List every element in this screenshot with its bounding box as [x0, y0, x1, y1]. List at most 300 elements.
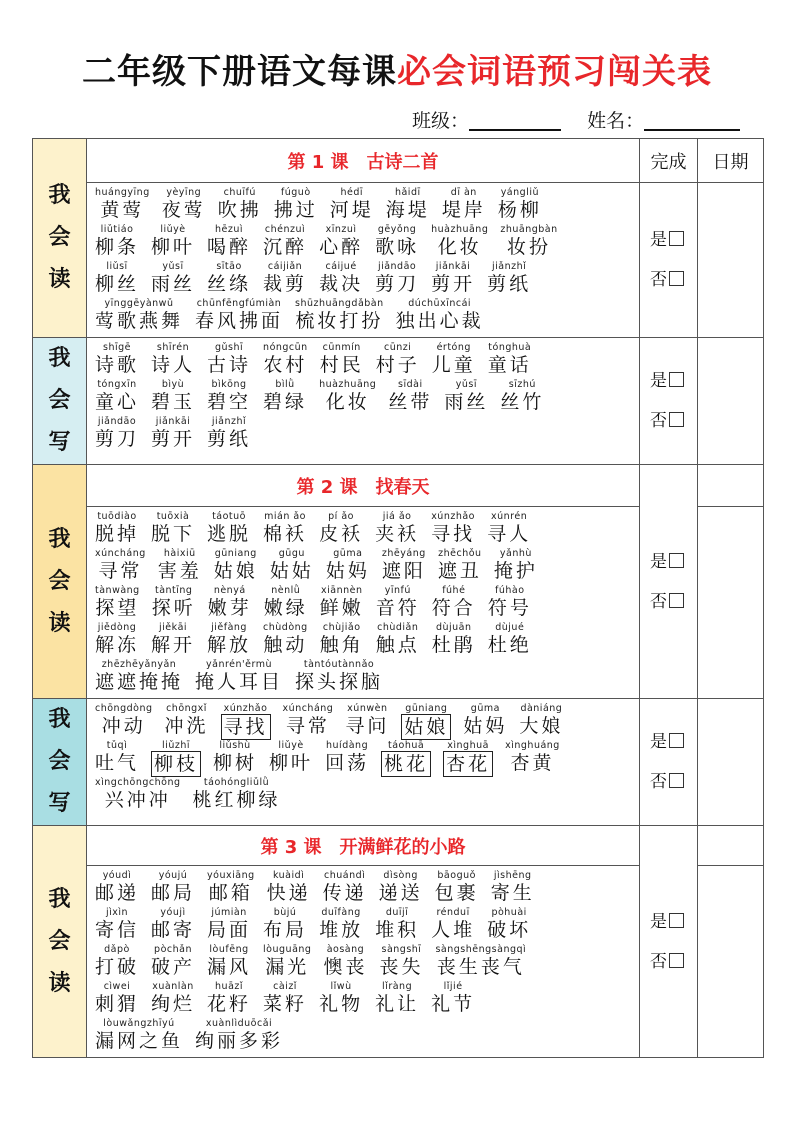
pinyin: jiǎndāo: [97, 416, 137, 427]
pinyin: hēzuì: [215, 224, 244, 235]
vocab-word: [463, 703, 507, 738]
vocab-word: [95, 740, 139, 775]
words-section-1: [87, 338, 640, 465]
hanzi: 菜籽: [263, 993, 308, 1015]
check-0[interactable]: 是 否: [640, 183, 698, 338]
vocab-word: [330, 187, 374, 222]
word-row: [95, 907, 635, 944]
vocab-word: [487, 511, 531, 546]
pinyin: zhēzhēyǎnyǎn: [101, 659, 177, 670]
vocab-word: [207, 416, 251, 451]
pinyin: liǔtiáo: [100, 224, 134, 235]
vocab-word: [95, 548, 146, 583]
pinyin: shūzhuāngdǎbàn: [295, 298, 384, 309]
pinyin: pòhuài: [491, 907, 527, 918]
check-1[interactable]: 是 否: [640, 338, 698, 465]
hanzi: 古诗: [207, 354, 252, 376]
pinyin: tuōdiào: [97, 511, 137, 522]
hanzi: 解开: [151, 634, 196, 656]
vocab-word: [500, 379, 544, 414]
pinyin: shīrén: [156, 342, 190, 353]
word-row: [95, 622, 635, 659]
vocab-word: [319, 981, 363, 1016]
vocab-word: [193, 777, 281, 812]
vocab-word: [95, 379, 139, 414]
vocab-word: [435, 870, 479, 905]
vocab-word: [319, 261, 363, 296]
vocab-word: [487, 907, 531, 942]
pinyin: huàzhuāng: [319, 379, 377, 390]
pinyin: lòuguāng: [263, 944, 312, 955]
hanzi: 探望: [95, 597, 140, 619]
hanzi: 探头探脑: [295, 671, 384, 693]
vocab-word: [95, 187, 150, 222]
vocab-word: [263, 224, 307, 259]
side-write-1: 我 会 写: [33, 338, 87, 465]
date-cell-1[interactable]: [698, 338, 764, 465]
vocab-word: [207, 261, 251, 296]
vocab-word: [207, 981, 251, 1016]
vocab-word: [375, 511, 419, 546]
hanzi: 裁决: [319, 273, 364, 295]
hanzi: 化妆: [437, 236, 482, 258]
vocab-word: [221, 703, 271, 740]
hanzi: 堤岸: [441, 199, 486, 221]
hanzi: 黄莺: [100, 199, 145, 221]
pinyin: yóudì: [102, 870, 132, 881]
vocab-word: [151, 944, 195, 979]
side-read-2: 我 会 读: [33, 465, 87, 699]
hanzi: 寻常: [285, 715, 330, 737]
hanzi: 剪刀: [95, 428, 140, 450]
vocab-word: [95, 981, 139, 1016]
vocab-word: [207, 622, 251, 657]
date-cell-2a[interactable]: [698, 465, 764, 507]
pinyin: yóuxiāng: [207, 870, 255, 881]
pinyin: júmiàn: [211, 907, 247, 918]
pinyin: nènyá: [213, 585, 246, 596]
hanzi: 农村: [263, 354, 308, 376]
pinyin: yángliǔ: [500, 187, 539, 198]
hanzi: 兴冲冲: [104, 789, 171, 811]
header-date: 日期: [698, 139, 764, 183]
hanzi: 丝绦: [207, 273, 252, 295]
hanzi: 吐气: [95, 752, 140, 774]
vocab-word: [151, 981, 195, 1016]
pinyin: jiá ǎo: [382, 511, 412, 522]
pinyin: hàixiū: [163, 548, 196, 559]
pinyin: jiědòng: [97, 622, 137, 633]
hanzi: 花籽: [207, 993, 252, 1015]
hanzi: 寄生: [490, 882, 535, 904]
vocab-word: [435, 944, 526, 979]
vocab-word: [95, 416, 139, 451]
hanzi: 脱掉: [95, 523, 140, 545]
pinyin: chōngdòng: [95, 703, 153, 714]
hanzi: 递送: [378, 882, 423, 904]
pinyin: xìngchōngchōng: [95, 777, 181, 788]
vocab-word: [443, 740, 493, 777]
date-cell-4a[interactable]: [698, 826, 764, 866]
vocab-word: [498, 187, 542, 222]
pinyin: shīgē: [103, 342, 131, 353]
pinyin: lǐjié: [443, 981, 463, 992]
vocab-word: [491, 870, 535, 905]
pinyin: cūnmín: [322, 342, 361, 353]
pinyin: chuīfú: [223, 187, 256, 198]
hanzi: 掩人耳目: [195, 671, 284, 693]
pinyin: chùdòng: [263, 622, 308, 633]
vocab-word: [326, 548, 370, 583]
hanzi: 夜莺: [161, 199, 206, 221]
vocab-word: [213, 740, 257, 775]
vocab-word: [214, 548, 258, 583]
vocab-word: [151, 870, 195, 905]
vocab-word: [95, 622, 139, 657]
hanzi: 剪纸: [207, 428, 252, 450]
vocab-word: [165, 703, 209, 738]
pinyin: jiǎndāo: [377, 261, 417, 272]
date-cell-4[interactable]: [698, 866, 764, 1058]
pinyin: gēyǒng: [377, 224, 417, 235]
hanzi: 姑妈: [325, 560, 370, 582]
vocab-word: [95, 224, 139, 259]
pinyin: dùjué: [495, 622, 525, 633]
pinyin: chuándì: [324, 870, 366, 881]
vocab-word: [505, 740, 560, 775]
hanzi: 姑妈: [463, 715, 508, 737]
pinyin: tàntóutànnǎo: [303, 659, 375, 670]
vocab-word: [431, 907, 475, 942]
hanzi: 妆扮: [506, 236, 551, 258]
date-cell-3[interactable]: [698, 699, 764, 826]
pinyin: xúnzhǎo: [223, 703, 268, 714]
pinyin: gūma: [470, 703, 500, 714]
vocab-word: [263, 907, 307, 942]
pinyin: nènlǜ: [271, 585, 301, 596]
hanzi: 寻找: [431, 523, 476, 545]
words-section-4: [87, 866, 640, 1058]
hanzi: 绚丽多彩: [195, 1030, 284, 1052]
vocab-word: [431, 981, 475, 1016]
pinyin: tuōxià: [156, 511, 190, 522]
pinyin: huàzhuāng: [431, 224, 489, 235]
vocab-word: [432, 342, 476, 377]
hanzi: 独出心裁: [395, 310, 484, 332]
pinyin: tàntīng: [154, 585, 193, 596]
vocab-word: [151, 224, 195, 259]
pinyin: liǔyè: [278, 740, 304, 751]
pinyin: jiǎnkāi: [435, 261, 471, 272]
vocab-word: [319, 511, 363, 546]
vocab-word: [431, 224, 488, 259]
vocab-word: [379, 944, 423, 979]
hanzi: 邮箱: [208, 882, 253, 904]
vocab-word: [207, 944, 251, 979]
vocab-word: [274, 187, 318, 222]
check-4[interactable]: 是 否: [640, 826, 698, 1058]
vocab-word: [95, 907, 139, 942]
vocab-word: [323, 870, 367, 905]
pinyin: tǔqì: [106, 740, 128, 751]
pinyin: zhēchǒu: [438, 548, 482, 559]
pinyin: chénzuì: [264, 224, 306, 235]
vocab-word: [151, 622, 195, 657]
hanzi: 局面: [207, 919, 252, 941]
hanzi: 刺猬: [95, 993, 140, 1015]
pinyin: xuànlìduōcǎi: [205, 1018, 273, 1029]
vocab-word: [263, 379, 307, 414]
words-section-2: [87, 507, 640, 699]
pinyin: tónghuà: [488, 342, 532, 353]
pinyin: zhuāngbàn: [500, 224, 558, 235]
hanzi: 剪纸: [487, 273, 532, 295]
vocab-word: [95, 870, 139, 905]
pinyin: táohuā: [387, 740, 425, 751]
hanzi: 解冻: [95, 634, 140, 656]
pinyin: huāzǐ: [215, 981, 244, 992]
pinyin: tànwàng: [95, 585, 140, 596]
word-row: [95, 981, 635, 1018]
hanzi: 符合: [431, 597, 476, 619]
date-cell-2[interactable]: [698, 507, 764, 699]
hanzi: 皮袄: [319, 523, 364, 545]
hanzi: 心醉: [319, 236, 364, 258]
lesson-3-title: 第 3 课 开满鲜花的小路: [87, 826, 640, 866]
hanzi: 邮局: [151, 882, 196, 904]
vocab-word: [494, 548, 538, 583]
hanzi: 桃红柳绿: [192, 789, 281, 811]
pinyin: sīzhú: [508, 379, 536, 390]
pinyin: liǔshù: [219, 740, 251, 751]
hanzi: 姑娘: [213, 560, 258, 582]
word-row: [95, 703, 635, 740]
hanzi: 剪刀: [375, 273, 420, 295]
hanzi: 寻人: [487, 523, 532, 545]
vocab-word: [95, 511, 139, 546]
hanzi: 邮寄: [151, 919, 196, 941]
hanzi: 柳叶: [151, 236, 196, 258]
vocab-word: [386, 187, 430, 222]
vocab-word: [295, 298, 384, 333]
pinyin: xúnwèn: [347, 703, 388, 714]
lesson-2-title: 第 2 课 找春天: [87, 465, 640, 507]
words-section-0: [87, 183, 640, 338]
title-part2: 必会词语预习闯关表: [397, 52, 712, 92]
vocab-word: [438, 548, 482, 583]
pinyin: sītāo: [216, 261, 242, 272]
words-section-3: [87, 699, 640, 826]
hanzi: 沉醉: [263, 236, 308, 258]
hanzi: 柳树: [213, 752, 258, 774]
hanzi: 姑娘: [401, 714, 451, 740]
hanzi: 破产: [151, 956, 196, 978]
pinyin: xúncháng: [95, 548, 146, 559]
hanzi: 喝醉: [207, 236, 252, 258]
pinyin: lǐwù: [330, 981, 352, 992]
pinyin: xúnrén: [491, 511, 528, 522]
hanzi: 杨柳: [497, 199, 542, 221]
hanzi: 绚烂: [151, 993, 196, 1015]
vocab-word: [95, 261, 139, 296]
vocab-word: [264, 585, 308, 620]
hanzi: 人堆: [431, 919, 476, 941]
class-label: 班级：: [412, 110, 470, 132]
vocab-word: [375, 261, 419, 296]
hanzi: 丧生丧气: [436, 956, 525, 978]
vocab-table: [32, 138, 764, 1058]
vocab-word: [375, 981, 419, 1016]
hanzi: 礼节: [431, 993, 476, 1015]
check-3[interactable]: 是 否: [640, 699, 698, 826]
pinyin: yǔsī: [162, 261, 184, 272]
student-fields: [412, 106, 740, 133]
vocab-word: [95, 777, 181, 812]
hanzi: 漏风: [207, 956, 252, 978]
name-blank[interactable]: [644, 111, 740, 131]
lesson-1-title: 第 1 课 古诗二首: [87, 139, 640, 183]
vocab-word: [345, 703, 389, 738]
vocab-word: [152, 585, 196, 620]
vocab-word: [488, 585, 532, 620]
hanzi: 冲洗: [164, 715, 209, 737]
pinyin: chūnfēngfúmiàn: [196, 298, 282, 309]
vocab-word: [218, 187, 262, 222]
vocab-word: [376, 622, 420, 657]
pinyin: cáijué: [325, 261, 357, 272]
vocab-word: [207, 511, 251, 546]
pinyin: táotuō: [212, 511, 246, 522]
class-blank[interactable]: [469, 111, 561, 131]
hanzi: 逃脱: [207, 523, 252, 545]
hanzi: 柳丝: [95, 273, 140, 295]
pinyin: àosàng: [326, 944, 365, 955]
vocab-word: [382, 548, 426, 583]
vocab-word: [432, 585, 476, 620]
word-row: [95, 416, 635, 453]
hanzi: 嫩绿: [263, 597, 308, 619]
hanzi: 触动: [263, 634, 308, 656]
vocab-word: [488, 342, 532, 377]
pinyin: tóngxīn: [97, 379, 137, 390]
pinyin: yīnfú: [384, 585, 411, 596]
pinyin: xìnghuáng: [505, 740, 560, 751]
pinyin: cáijiǎn: [267, 261, 303, 272]
hanzi: 打破: [95, 956, 140, 978]
vocab-word: [320, 585, 364, 620]
hanzi: 破坏: [487, 919, 532, 941]
hanzi: 遮丑: [437, 560, 482, 582]
vocab-word: [151, 511, 195, 546]
pinyin: lòufēng: [209, 944, 249, 955]
vocab-word: [431, 261, 475, 296]
pinyin: yǔsī: [455, 379, 477, 390]
vocab-word: [320, 342, 364, 377]
pinyin: yóujì: [160, 907, 186, 918]
pinyin: sàngshī: [381, 944, 422, 955]
vocab-word: [263, 981, 307, 1016]
vocab-word: [488, 622, 532, 657]
hanzi: 脱下: [151, 523, 196, 545]
hanzi: 堆积: [375, 919, 420, 941]
pinyin: jiǎnkāi: [155, 416, 191, 427]
word-row: [95, 187, 635, 224]
hanzi: 碧空: [207, 391, 252, 413]
pinyin: xúncháng: [282, 703, 334, 714]
pinyin: dī àn: [450, 187, 477, 198]
hanzi: 邮递: [95, 882, 140, 904]
pinyin: dùjuān: [435, 622, 472, 633]
hanzi: 礼物: [319, 993, 364, 1015]
pinyin: xuànlàn: [152, 981, 194, 992]
hanzi: 回荡: [325, 752, 370, 774]
hanzi: 寄信: [95, 919, 140, 941]
vocab-word: [500, 224, 557, 259]
hanzi: 诗歌: [95, 354, 140, 376]
hanzi: 吹拂: [217, 199, 262, 221]
hanzi: 海堤: [385, 199, 430, 221]
word-row: [95, 261, 635, 298]
pinyin: duīfàng: [321, 907, 361, 918]
vocab-word: [270, 548, 314, 583]
vocab-word: [151, 907, 195, 942]
check-2[interactable]: 是 否: [640, 465, 698, 699]
hanzi: 堆放: [319, 919, 364, 941]
pinyin: bìlǜ: [275, 379, 295, 390]
vocab-word: [95, 342, 139, 377]
pinyin: xìnghuā: [447, 740, 489, 751]
vocab-word: [519, 703, 563, 738]
vocab-word: [442, 187, 486, 222]
pinyin: duījī: [385, 907, 409, 918]
hanzi: 碧绿: [263, 391, 308, 413]
hanzi: 大娘: [519, 715, 564, 737]
vocab-word: [320, 622, 364, 657]
hanzi: 害羞: [157, 560, 202, 582]
vocab-word: [376, 585, 420, 620]
title-part1: 二年级下册语文每课: [82, 52, 397, 92]
pinyin: jìxìn: [105, 907, 129, 918]
pinyin: lǐràng: [382, 981, 413, 992]
vocab-word: [376, 342, 420, 377]
vocab-word: [381, 740, 431, 777]
hanzi: 裁剪: [263, 273, 308, 295]
hanzi: 快递: [266, 882, 311, 904]
hanzi: 诗人: [151, 354, 196, 376]
word-row: [95, 379, 635, 416]
pinyin: zhēyáng: [381, 548, 426, 559]
pinyin: liǔyè: [160, 224, 186, 235]
pinyin: gūniang: [214, 548, 257, 559]
date-cell-0[interactable]: [698, 183, 764, 338]
pinyin: sīdài: [398, 379, 423, 390]
pinyin: értóng: [436, 342, 471, 353]
word-row: [95, 511, 635, 548]
hanzi: 童话: [487, 354, 532, 376]
pinyin: yǎnhù: [499, 548, 532, 559]
pinyin: liǔsī: [106, 261, 128, 272]
vocab-word: [388, 379, 432, 414]
vocab-word: [95, 659, 183, 694]
hanzi: 桃花: [381, 751, 431, 777]
hanzi: 漏网之鱼: [95, 1030, 184, 1052]
pinyin: mián ǎo: [264, 511, 306, 522]
vocab-word: [207, 907, 251, 942]
pinyin: chùjiǎo: [322, 622, 361, 633]
vocab-word: [207, 342, 251, 377]
hanzi: 棉袄: [263, 523, 308, 545]
hanzi: 漏光: [265, 956, 310, 978]
